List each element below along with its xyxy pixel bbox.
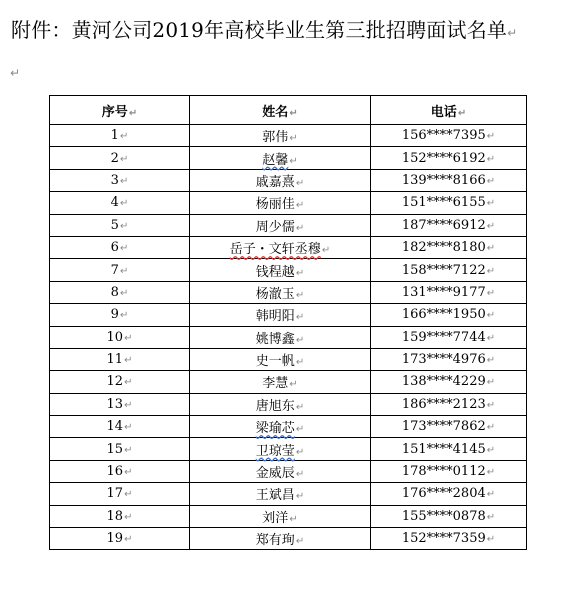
cell-name-text: 周少儒 [255,219,295,235]
cell-name-text: 杨澈玉 [255,286,295,302]
cell-name[interactable] [190,169,371,191]
cell-name-text: 金威辰 [255,466,295,482]
cell-end-mark: ↵ [295,357,305,369]
table-row [50,147,527,169]
cell-phone[interactable] [371,147,527,169]
cell-number-text: 2 [110,150,119,166]
cell-name-text: 韩明阳 [255,309,295,325]
header-number[interactable]: 序号↵ [50,96,190,125]
table-row [50,393,527,415]
cell-phone[interactable] [371,393,527,415]
cell-name[interactable] [190,483,371,505]
cell-end-mark: ↵ [486,310,496,322]
cell-number[interactable] [50,505,190,527]
cell-number[interactable] [50,416,190,438]
header-phone[interactable]: 电话↵ [371,96,527,125]
empty-paragraph-mark: ↵ [10,66,21,80]
table-row [50,505,527,527]
cell-name[interactable] [190,393,371,415]
cell-end-mark: ↵ [289,133,298,145]
cell-phone[interactable] [371,236,527,258]
cell-name-text: 郑有珣 [255,533,295,549]
cell-phone-text: 166****1950 [401,307,486,323]
cell-name-text: 戚嘉熹 [255,174,295,190]
cell-phone[interactable] [371,371,527,393]
cell-number[interactable] [50,304,190,326]
cell-end-mark: ↵ [124,399,133,411]
cell-phone[interactable] [371,438,527,460]
cell-end-mark: ↵ [486,444,496,456]
cell-number[interactable] [50,348,190,370]
table-row [50,169,527,191]
cell-phone[interactable] [371,192,527,214]
cell-number[interactable] [50,326,190,348]
cell-end-mark: ↵ [295,491,305,503]
cell-number-text: 5 [110,217,119,233]
cell-number-text: 17 [106,486,124,502]
cell-name[interactable] [190,348,371,370]
cell-end-mark: ↵ [486,467,496,479]
document-title-text: 附件：黄河公司2019年高校毕业生第三批招聘面试名单 [11,18,508,42]
cell-number-text: 15 [106,441,124,457]
table-body [50,125,527,550]
cell-name-text: 杨丽佳 [255,197,295,213]
cell-phone-text: 138****4229 [401,374,486,390]
cell-phone-text: 152****6192 [401,150,486,166]
cell-phone[interactable] [371,483,527,505]
cell-end-mark: ↵ [486,489,496,501]
cell-end-mark: ↵ [295,312,305,324]
cell-name[interactable] [190,505,371,527]
cell-phone[interactable] [371,460,527,482]
table-row [50,460,527,482]
cell-phone[interactable] [371,259,527,281]
cell-number[interactable] [50,371,190,393]
cell-number-text: 3 [110,172,119,188]
cell-number-text: 4 [110,195,119,211]
cell-end-mark: ↵ [124,355,133,367]
cell-end-mark: ↵ [119,265,129,277]
cell-name[interactable] [190,147,371,169]
cell-end-mark: ↵ [119,310,129,322]
cell-phone-text: 178****0112 [401,464,486,480]
cell-name[interactable] [190,281,371,303]
cell-end-mark: ↵ [124,511,133,523]
cell-phone-text: 151****6155 [401,195,486,211]
cell-name-text: 钱程越 [255,264,295,280]
cell-number[interactable] [50,259,190,281]
cell-end-mark: ↵ [486,511,496,523]
cell-number[interactable] [50,147,190,169]
cell-end-mark: ↵ [295,289,305,301]
cell-number-text: 18 [106,508,124,524]
cell-name-text: 姚博鑫 [255,331,295,347]
cell-end-mark: ↵ [124,377,133,389]
cell-name-text: 梁瑜芯 [255,421,295,437]
cell-name-text: 李慧 [262,376,289,392]
cell-phone-text: 186****2123 [401,396,486,412]
cell-name-text: 岳子・文轩丞穆 [229,242,321,258]
cell-end-mark: ↵ [295,469,305,481]
cell-phone-text: 152****7359 [401,531,486,547]
table-row [50,371,527,393]
cell-number[interactable] [50,192,190,214]
cell-phone-text: 187****6912 [401,217,486,233]
cell-number[interactable] [50,438,190,460]
cell-end-mark: ↵ [124,489,133,501]
cell-end-mark: ↵ [119,287,129,299]
cell-end-mark: ↵ [119,243,129,255]
cell-name-text: 唐旭东 [255,398,295,414]
cell-name[interactable] [190,528,371,550]
cell-number[interactable] [50,169,190,191]
cell-number-text: 1 [110,128,119,144]
cell-name-text: 王斌昌 [255,488,295,504]
table-row [50,326,527,348]
cell-name-text: 郭伟 [262,130,289,146]
cell-phone-text: 156****7395 [401,128,486,144]
cell-end-mark: ↵ [295,536,305,548]
cell-phone-text: 176****2804 [401,486,486,502]
cell-end-mark: ↵ [124,467,133,479]
cell-name-text: 赵馨 [262,152,289,168]
cell-number[interactable] [50,528,190,550]
cell-number[interactable] [50,281,190,303]
cell-end-mark: ↵ [486,153,496,165]
table-row [50,236,527,258]
cell-name[interactable] [190,259,371,281]
cell-end-mark: ↵ [124,444,133,456]
cell-end-mark: ↵ [295,222,305,234]
cell-name[interactable] [190,438,371,460]
cell-name-text: 卫琼莹 [255,443,295,459]
table-row [50,348,527,370]
cell-phone[interactable] [371,281,527,303]
table-row [50,304,527,326]
cell-name[interactable] [190,460,371,482]
cell-end-mark: ↵ [295,177,305,189]
cell-end-mark: ↵ [289,155,298,167]
cell-end-mark: ↵ [295,446,305,458]
cell-end-mark: ↵ [486,198,496,210]
header-name[interactable]: 姓名↵ [190,96,371,125]
cell-number-text: 7 [110,262,119,278]
cell-phone-text: 131****9177 [401,284,486,300]
cell-name[interactable] [190,416,371,438]
table-row [50,416,527,438]
cell-phone[interactable] [371,214,527,236]
cell-name[interactable] [190,125,371,147]
cell-end-mark: ↵ [321,245,331,257]
cell-end-mark: ↵ [119,175,129,187]
cell-number[interactable] [50,214,190,236]
cell-phone[interactable] [371,304,527,326]
cell-phone-text: 173****4976 [401,352,486,368]
table-row [50,125,527,147]
cell-number-text: 12 [106,374,124,390]
cell-end-mark: ↵ [486,287,496,299]
cell-number[interactable] [50,125,190,147]
cell-number[interactable] [50,393,190,415]
cell-end-mark: ↵ [486,534,496,546]
cell-number-text: 16 [106,464,124,480]
table-row [50,528,527,550]
cell-name[interactable] [190,371,371,393]
cell-phone[interactable] [371,505,527,527]
cell-phone-text: 182****8180 [401,240,486,256]
cell-end-mark: ↵ [295,267,305,279]
cell-end-mark: ↵ [486,220,496,232]
cell-name[interactable] [190,326,371,348]
cell-end-mark: ↵ [289,379,298,391]
cell-number[interactable] [50,483,190,505]
cell-end-mark: ↵ [119,220,129,232]
cell-phone[interactable] [371,169,527,191]
cell-phone-text: 139****8166 [401,172,486,188]
cell-number-text: 11 [106,352,124,368]
cell-number-text: 14 [106,419,124,435]
cell-name[interactable] [190,214,371,236]
cell-end-mark: ↵ [295,334,305,346]
cell-end-mark: ↵ [295,424,305,436]
cell-end-mark: ↵ [295,401,305,413]
cell-end-mark: ↵ [486,131,496,143]
cell-name[interactable] [190,192,371,214]
cell-number-text: 13 [106,396,124,412]
cell-end-mark: ↵ [486,399,496,411]
cell-phone-text: 155****0878 [401,508,486,524]
cell-phone-text: 151****4145 [401,441,486,457]
cell-number-text: 8 [110,284,119,300]
table-row [50,192,527,214]
cell-end-mark: ↵ [486,422,496,434]
table-row [50,214,527,236]
cell-end-mark: ↵ [124,332,133,344]
cell-end-mark: ↵ [119,131,129,143]
cell-end-mark: ↵ [119,153,129,165]
cell-end-mark: ↵ [486,355,496,367]
cell-end-mark: ↵ [119,198,129,210]
table-row [50,483,527,505]
paragraph-mark: ↵ [507,26,518,40]
cell-phone[interactable] [371,348,527,370]
cell-name[interactable] [190,304,371,326]
cell-end-mark: ↵ [486,332,496,344]
interview-list-table [49,95,527,550]
cell-end-mark: ↵ [486,243,496,255]
cell-end-mark: ↵ [124,534,133,546]
cell-name-text: 刘洋 [262,510,289,526]
table-row [50,281,527,303]
cell-end-mark: ↵ [124,422,133,434]
document-title [11,17,517,46]
cell-number[interactable] [50,236,190,258]
cell-end-mark: ↵ [486,175,496,187]
cell-end-mark: ↵ [289,513,298,525]
cell-phone-text: 159****7744 [401,329,486,345]
table-row [50,259,527,281]
cell-end-mark: ↵ [486,265,496,277]
cell-phone-text: 158****7122 [401,262,486,278]
cell-phone[interactable] [371,528,527,550]
cell-number-text: 19 [106,531,124,547]
cell-phone[interactable] [371,326,527,348]
cell-name-text: 史一帆 [255,354,295,370]
cell-number-text: 9 [110,307,119,323]
cell-number[interactable] [50,460,190,482]
table-row [50,438,527,460]
cell-phone[interactable] [371,125,527,147]
cell-end-mark: ↵ [295,200,305,212]
cell-name[interactable] [190,236,371,258]
cell-phone[interactable] [371,416,527,438]
cell-end-mark: ↵ [486,377,496,389]
cell-phone-text: 173****7862 [401,419,486,435]
table-header-row [50,96,527,125]
cell-number-text: 6 [110,240,119,256]
cell-number-text: 10 [106,329,124,345]
